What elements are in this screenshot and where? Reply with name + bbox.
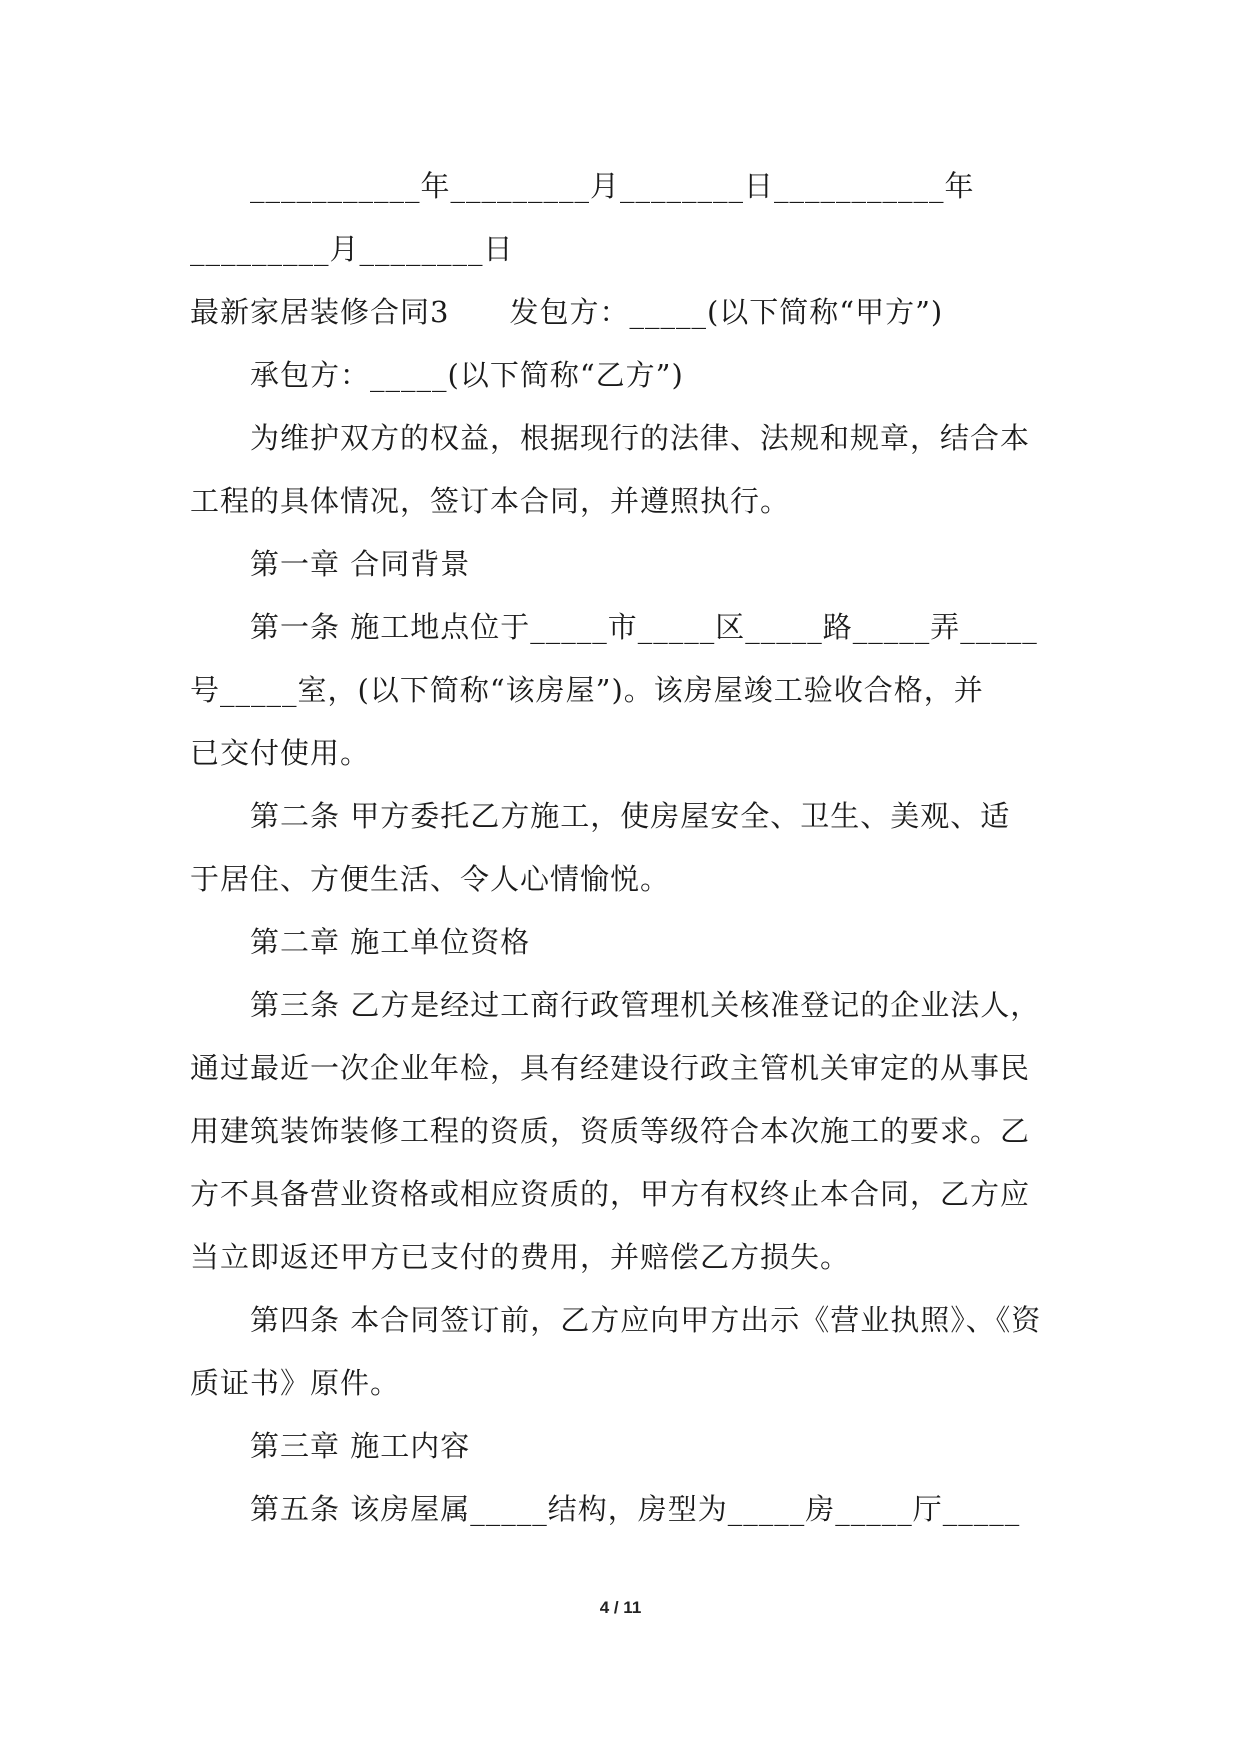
paragraph-line: 第三条 乙方是经过工商行政管理机关核准登记的企业法人， — [190, 988, 1041, 1022]
paragraph-line: 第五条 该房屋属_____结构，房型为_____房_____厅_____ — [190, 1492, 1021, 1526]
contract-title-line: 最新家居装修合同3 发包方：_____(以下简称“甲方”) — [190, 295, 944, 329]
paragraph-line: 方不具备营业资格或相应资质的，甲方有权终止本合同，乙方应 — [190, 1177, 1031, 1211]
paragraph-line: 用建筑装饰装修工程的资质，资质等级符合本次施工的要求。乙 — [190, 1114, 1031, 1148]
paragraph-line: 工程的具体情况，签订本合同，并遵照执行。 — [190, 484, 791, 518]
paragraph-line: 当立即返还甲方已支付的费用，并赔偿乙方损失。 — [190, 1240, 851, 1274]
paragraph-line: 为维护双方的权益，根据现行的法律、法规和规章，结合本 — [190, 421, 1031, 455]
paragraph-line: 于居住、方便生活、令人心情愉悦。 — [190, 862, 671, 896]
chapter-heading: 第三章 施工内容 — [190, 1429, 471, 1463]
contractor-line: 承包方：_____(以下简称“乙方”) — [190, 358, 684, 392]
chapter-heading: 第二章 施工单位资格 — [190, 925, 531, 959]
paragraph-line: 通过最近一次企业年检，具有经建设行政主管机关审定的从事民 — [190, 1051, 1031, 1085]
page-number: 4 / 11 — [599, 1598, 642, 1617]
paragraph-line: 已交付使用。 — [190, 736, 371, 770]
paragraph-line: 第一条 施工地点位于_____市_____区_____路_____弄_____ — [190, 610, 1038, 644]
paragraph-line: 号_____室，(以下简称“该房屋”)。该房屋竣工验收合格，并 — [190, 673, 984, 707]
paragraph-line: 第二条 甲方委托乙方施工，使房屋安全、卫生、美观、适 — [190, 799, 1011, 833]
date-line-1: ___________年_________月________日___________年 — [190, 169, 975, 203]
chapter-heading: 第一章 合同背景 — [190, 547, 471, 581]
paragraph-line: 第四条 本合同签订前，乙方应向甲方出示《营业执照》、《资 — [190, 1303, 1042, 1337]
paragraph-line: 质证书》原件。 — [190, 1366, 401, 1400]
date-line-2: _________月________日 — [190, 232, 514, 266]
